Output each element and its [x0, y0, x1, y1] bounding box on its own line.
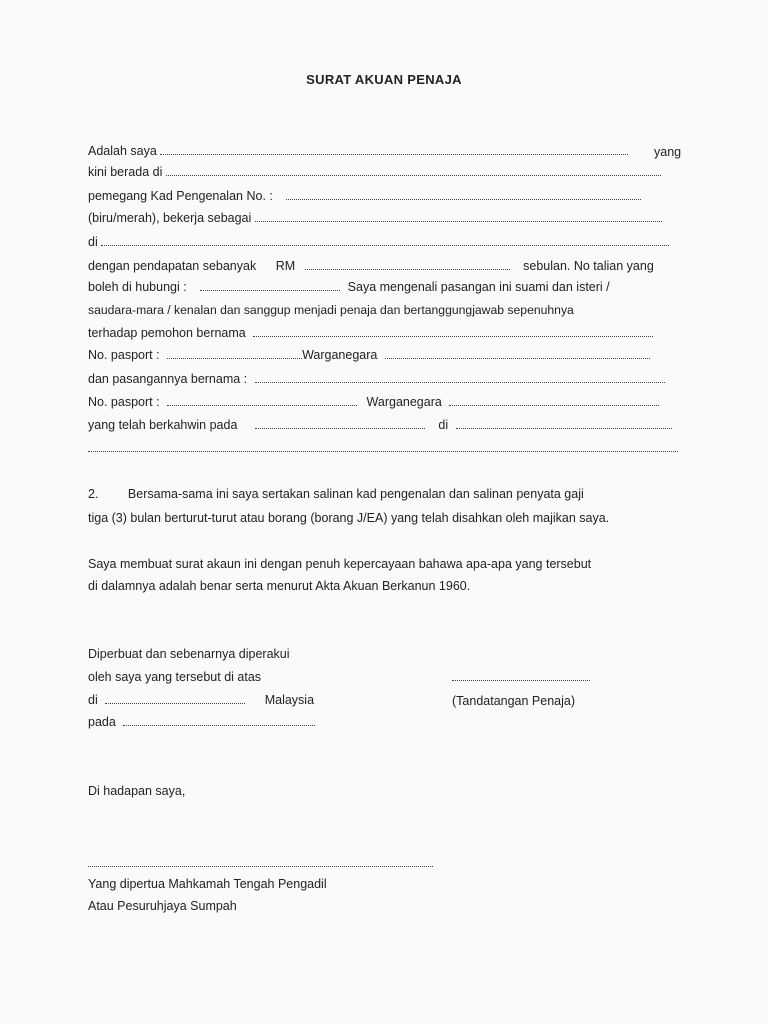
- document-title: SURAT AKUAN PENAJA: [306, 72, 462, 87]
- blank-income: [305, 258, 510, 270]
- label-boleh-dihubungi: boleh di hubungi :: [88, 280, 187, 294]
- label-di-2: di: [438, 418, 449, 432]
- witness-di-hadapan: Di hadapan saya,: [88, 784, 186, 798]
- signing-line-pada: [88, 714, 315, 730]
- label-malaysia: Malaysia: [264, 693, 315, 707]
- label-saudara-mara: saudara-mara / kenalan dan sanggup menjadi penaja dan bertanggungjawab sepenuhnya: [88, 303, 574, 317]
- form-line-pendapatan: [88, 258, 654, 274]
- form-line-pasport-1: [88, 347, 650, 363]
- blank-passport-1: [167, 347, 302, 359]
- label-no-pasport-2: No. pasport :: [88, 395, 160, 409]
- para2-text-1: Bersama-sama ini saya sertakan salinan kad pengenalan dan salinan penyata gaji: [127, 487, 584, 501]
- para2-line2: [88, 510, 609, 526]
- witness-title-1: Yang dipertua Mahkamah Tengah Pengadil: [88, 877, 327, 891]
- label-yang-telah-berkahwin: yang telah berkahwin pada: [88, 418, 238, 432]
- blank-name: [160, 143, 628, 155]
- label-pada: pada: [88, 715, 116, 729]
- label-di: di: [88, 235, 98, 249]
- blank-applicant-name: [253, 325, 653, 337]
- blank-nationality-2: [449, 394, 659, 406]
- blank-workplace: [101, 234, 669, 246]
- blank-nationality-1: [385, 347, 650, 359]
- label-saya-mengenali: Saya mengenali pasangan ini suami dan isteri /: [347, 280, 610, 294]
- blank-occupation: [255, 210, 662, 222]
- label-dan-pasangannya: dan pasangannya bernama :: [88, 372, 248, 386]
- label-kini-berada-di: kini berada di: [88, 165, 163, 179]
- label-no-pasport-1: No. pasport :: [88, 348, 160, 362]
- blank-signing-date: [123, 714, 315, 726]
- signature-label: (Tandatangan Penaja): [452, 694, 576, 708]
- blank-marriage-place: [456, 417, 672, 429]
- form-line-bekerja: [88, 210, 662, 226]
- form-line-pemegang: [88, 188, 641, 204]
- label-adalah-saya: Adalah saya: [88, 144, 157, 158]
- declaration-line2: di dalamnya adalah benar serta menurut Akta Akuan Berkanun 1960.: [88, 579, 471, 593]
- blank-passport-2: [167, 394, 357, 406]
- blank-marriage-date: [255, 417, 425, 429]
- label-signing-di: di: [88, 693, 98, 707]
- label-biru-merah: (biru/merah), bekerja sebagai: [88, 211, 252, 225]
- blank-extra-line: [88, 440, 678, 452]
- form-line-adalah-saya: [88, 143, 628, 159]
- blank-ic-number: [286, 188, 641, 200]
- blank-phone: [200, 279, 340, 291]
- blank-signing-place: [105, 692, 245, 704]
- form-line-pemohon: [88, 325, 653, 341]
- witness-signature-line: [88, 855, 433, 867]
- form-line-di: [88, 234, 669, 250]
- form-line-pasangan: [88, 371, 665, 387]
- label-dengan-pendapatan: dengan pendapatan sebanyak: [88, 259, 257, 273]
- signing-line-di: [88, 692, 314, 708]
- label-warganegara-1: Warganegara: [302, 348, 378, 362]
- form-line-kini-berada: [88, 164, 661, 180]
- label-warganegara-2: Warganegara: [366, 395, 442, 409]
- form-line-hubungi: [88, 279, 610, 295]
- label-yang: yang: [654, 145, 682, 159]
- form-line-saudara: [88, 302, 574, 318]
- para2-number: 2.: [88, 487, 99, 501]
- para2-text-2: tiga (3) bulan berturut-turut atau borang (borang J/EA) yang telah disahkan oleh majikan saya.: [88, 511, 610, 525]
- declaration-line1: Saya membuat surat akaun ini dengan penuh kepercayaan bahawa apa-apa yang tersebut: [88, 557, 592, 571]
- form-line-pasport-2: [88, 394, 659, 410]
- form-line-berkahwin: [88, 417, 672, 433]
- blank-spouse-name: [255, 371, 665, 383]
- signature-line: [452, 669, 590, 681]
- label-sebulan: sebulan. No talian yang: [523, 259, 654, 273]
- label-terhadap-pemohon: terhadap pemohon bernama: [88, 326, 246, 340]
- signing-line2: oleh saya yang tersebut di atas: [88, 670, 262, 684]
- signing-line1: Diperbuat dan sebenarnya diperakui: [88, 647, 290, 661]
- form-line-extra: [88, 440, 678, 456]
- para2-line1: [88, 486, 584, 502]
- label-rm: RM: [275, 259, 296, 273]
- witness-title-2: Atau Pesuruhjaya Sumpah: [88, 899, 237, 913]
- label-pemegang: pemegang Kad Pengenalan No. :: [88, 189, 273, 203]
- blank-address: [166, 164, 661, 176]
